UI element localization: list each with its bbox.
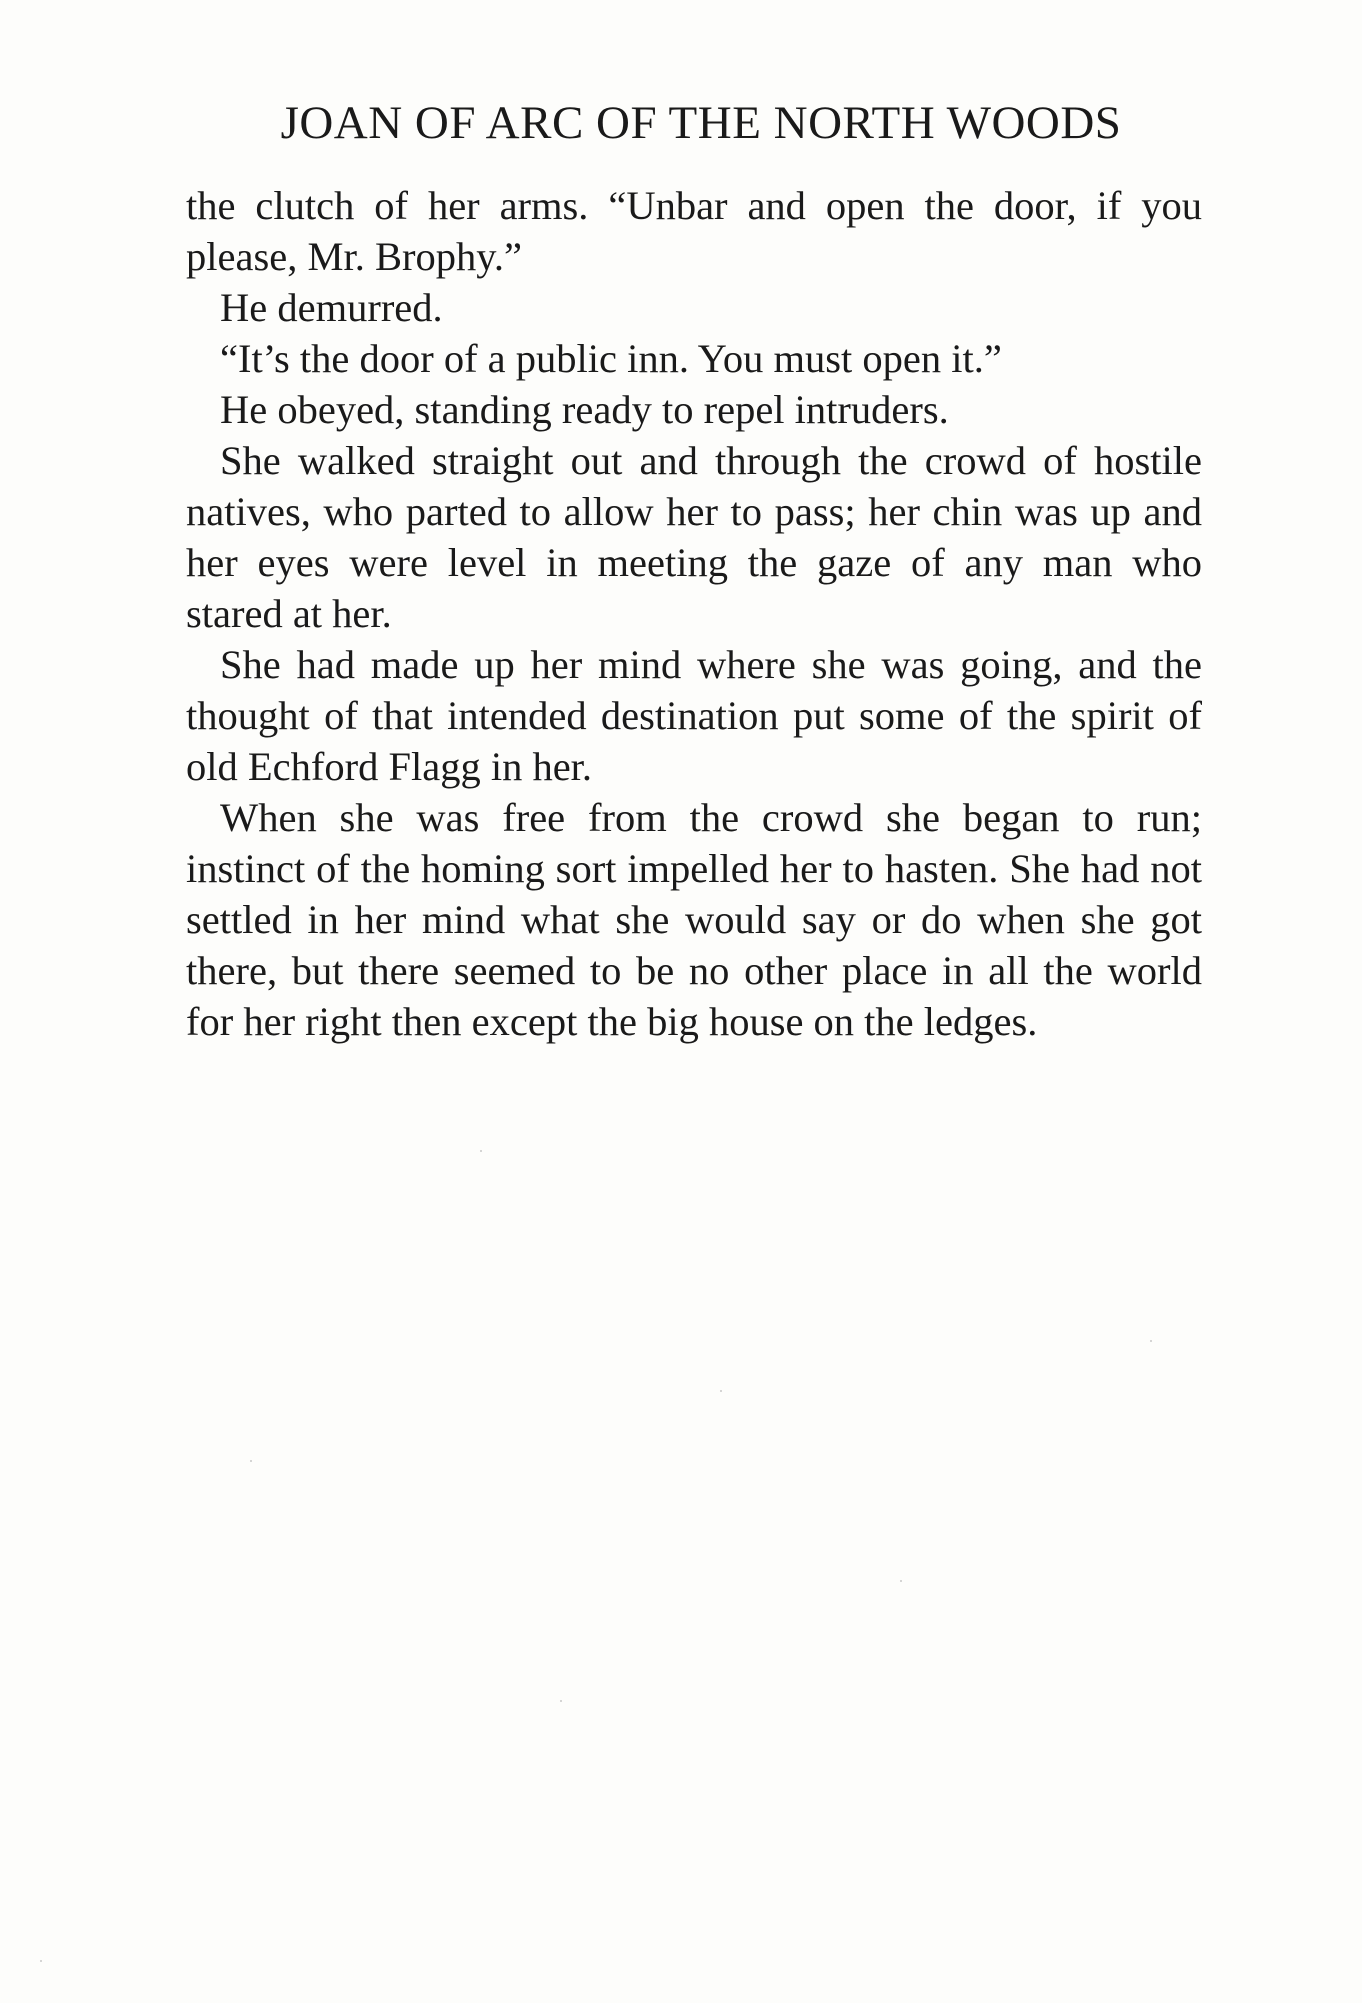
paragraph-6: She had made up her mind where she was going, and the thought of that intended destination put some of the spirit of old Echford Flagg in her. bbox=[186, 642, 1202, 789]
paragraph-1: the clutch of her arms. “Unbar and open the door, if you please, Mr. Brophy.” bbox=[186, 183, 1202, 279]
paragraph-5: She walked straight out and through the crowd of hostile natives, who parted to allow her to pass; her chin was up and her eyes were level in meeting the gaze of any man who stared at her. bbox=[186, 438, 1202, 636]
paper-speck bbox=[40, 1960, 42, 1962]
running-head-title: JOAN OF ARC OF THE NORTH WOODS bbox=[280, 97, 1122, 149]
paragraph-4: He obeyed, standing ready to repel intruders. bbox=[220, 387, 949, 432]
paper-speck bbox=[720, 1390, 722, 1392]
paragraph-2: He demurred. bbox=[220, 285, 443, 330]
paper-speck bbox=[480, 1150, 482, 1152]
paper-speck bbox=[560, 1700, 562, 1702]
paper-speck bbox=[900, 1580, 902, 1582]
body-text bbox=[186, 180, 1202, 1047]
paragraph-7: When she was free from the crowd she began to run; instinct of the homing sort impelled her to hasten. She had not settled in her mind what she would say or do when she got there, but there seemed to be no other place in all the world for her right then except the big house on the ledges. bbox=[186, 795, 1202, 1044]
paper-speck bbox=[1150, 1340, 1152, 1342]
paragraph-3: “It’s the door of a public inn. You must open it.” bbox=[220, 336, 1002, 381]
paper-speck bbox=[250, 1460, 252, 1462]
